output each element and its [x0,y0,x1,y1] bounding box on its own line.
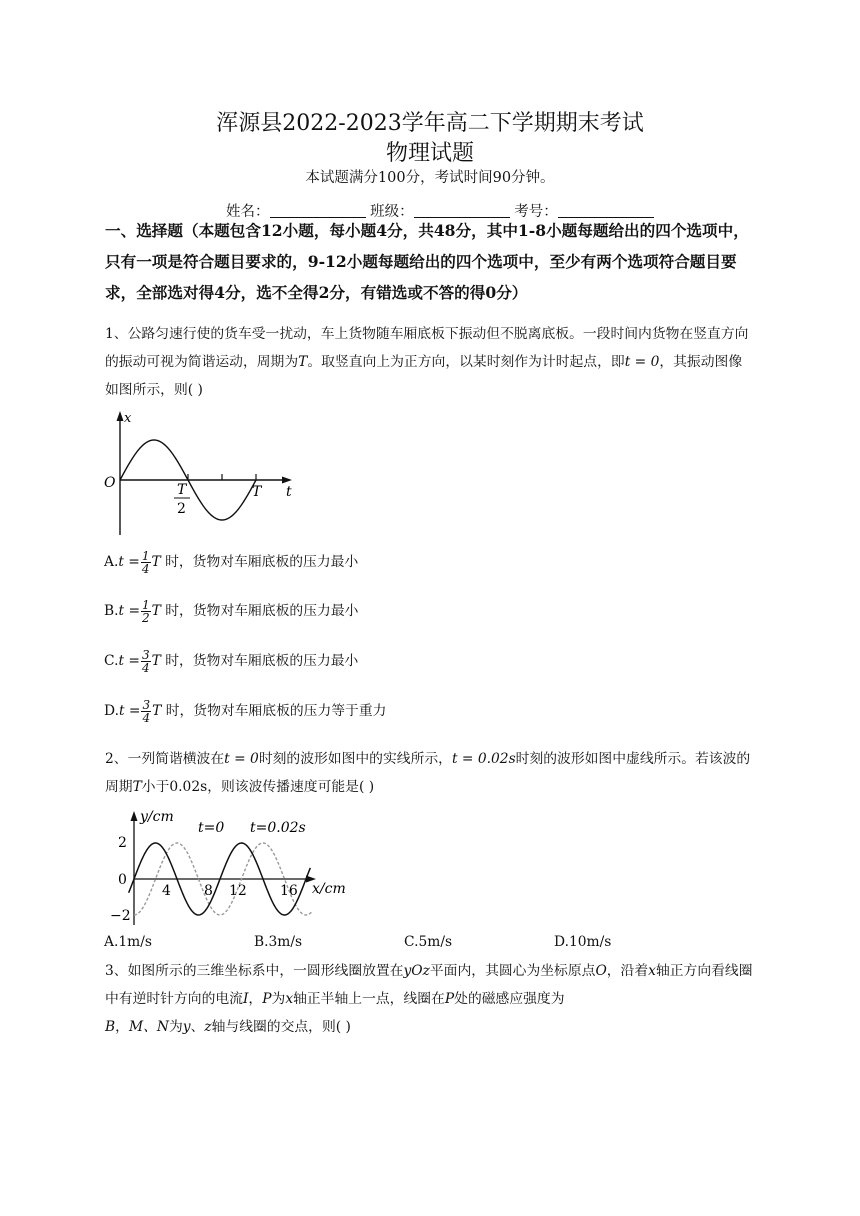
q2-x-tick-8: 8 [204,883,213,899]
q2-option-d[interactable]: D.10m/s [554,934,612,950]
q2-option-c[interactable]: C.5m/s [404,934,453,950]
q1-y-label: x [124,411,132,426]
q1-x-arrow [282,477,292,484]
q1-x-label: t [286,484,292,500]
q2-y-arrow [131,811,138,821]
question-3-text: 3、如图所示的三维坐标系中，一圆形线圈放置在yOz平面内，其圆心为坐标原点O，沿着x轴正方向看线圈中有逆时针方向的电流I，P为x轴正半轴上一点，线圈在P处的磁感应强度为 B，M、N为y、z轴与线圈的交点，则( ) [105,963,753,1035]
id-label: 考号： [514,204,558,220]
q1-t0: t = 0 [624,354,660,370]
q1-vibration-graph [100,405,310,540]
q1-option-d[interactable]: D.t = $\frac{3}{4}$ T 时，货物对车厢底板的压力等于重力 [104,698,387,725]
q2-dashed-label: t=0.02s [250,820,306,836]
q2-x-tick-4: 4 [162,883,171,899]
q1-period-var: T [298,354,308,370]
q1-half-numerator: T [177,482,187,498]
q2-option-a[interactable]: A.1m/s [104,934,152,950]
class-label: 班级： [370,204,414,220]
q2-x-tick-12: 12 [229,883,247,899]
q2-t1: t = 0.02s [451,751,516,767]
exam-subtitle: 物理试题 [385,141,474,166]
exam-title: 浑源县2022-2023学年高二下学期期末考试 [216,111,644,136]
q2-y-tick-0: 0 [118,872,127,888]
section-heading: 一、选择题（本题包含12小题，每小题4分，共48分，其中1-8小题每题给出的四个选项中，只有一项是符合题目要求的，9-12小题每题给出的四个选项中，至少有两个选项符合题目要求，全部选对得4分，选不全得2分，有错选或不答的得0分） [105,221,749,302]
q2-option-b[interactable]: B.3m/s [254,934,303,950]
q1-text-c: ，其振动图像如图所示，则( ) [105,354,743,398]
q2-y-label: y/cm [140,809,174,825]
question-1-text [105,320,755,404]
q2-y-tick-neg2: −2 [110,908,131,924]
q1-y-arrow [117,411,124,421]
q1-text-b: 。取竖直向上为正方向，以某时刻作为计时起点，即 [307,354,625,370]
q2-solid-label: t=0 [198,820,225,836]
q2-x-label: x/cm [312,881,346,897]
question-2-text: 2、一列简谐横波在t = 0时刻的波形如图中的实线所示，t = 0.02s时刻的波形如图中虚线所示。若该波的周期T小于0.02s，则该波传播速度可能是( ) [105,751,751,795]
q1-option-b[interactable]: B.t = $\frac{1}{2}$ T 时，货物对车厢底板的压力最小 [104,598,359,625]
q1-option-a[interactable]: A.t = $\frac{1}{4}$ T 时，货物对车厢底板的压力最小 [104,549,359,576]
q2-y-tick-2: 2 [118,835,127,851]
q1-option-c[interactable]: C.t = $\frac{3}{4}$ T 时，货物对车厢底板的压力最小 [104,648,359,675]
exam-note: 本试题满分100分，考试时间90分钟。 [305,170,555,186]
q2-period-var: T [132,779,142,795]
q1-text-a: 1、公路匀速行使的货车受一扰动，车上货物随车厢底板下振动但不脱离底板。一段时间内货物在竖直方向的振动可视为简谐运动，周期为 [105,326,749,370]
q2-x-tick-16: 16 [280,883,298,899]
name-label: 姓名： [226,204,270,220]
q2-wave-graph [100,805,360,927]
q2-t0: t = 0 [224,751,259,767]
q1-half-denominator: 2 [177,501,186,517]
q1-period-label: T [252,484,262,500]
q1-origin-label: O [104,475,116,491]
